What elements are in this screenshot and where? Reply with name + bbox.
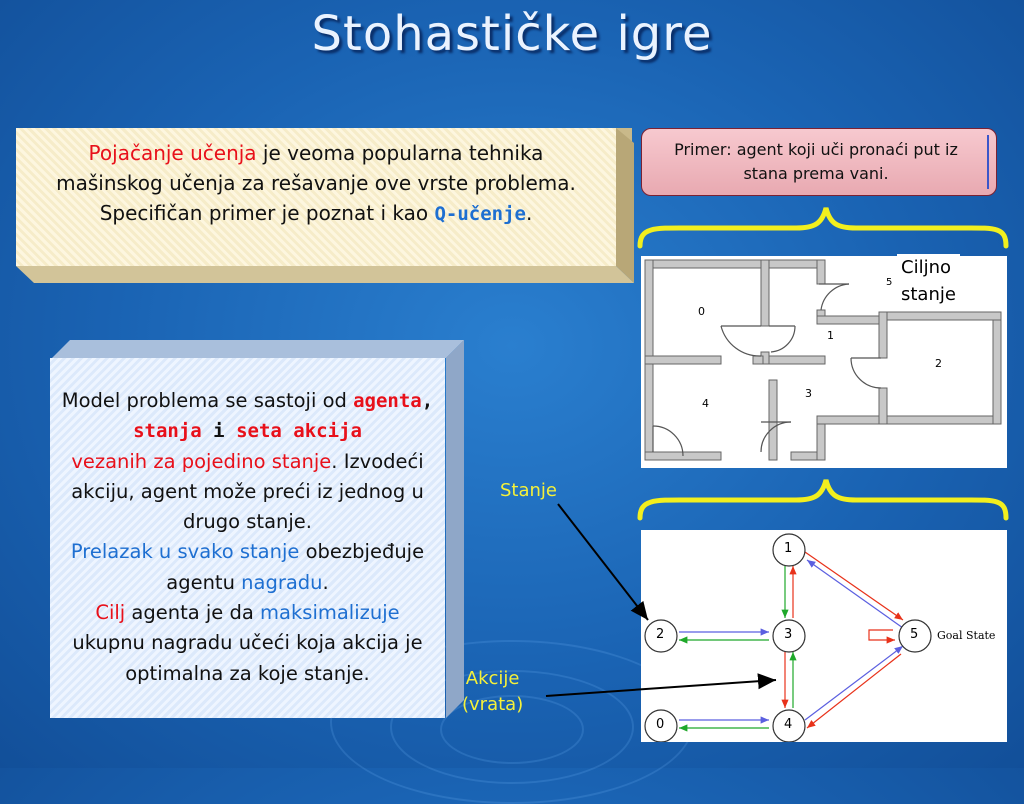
term-per-state: vezanih za pojedino stanje xyxy=(71,449,332,473)
term-reward: nagradu xyxy=(241,570,323,594)
goal-state-caption: Goal State xyxy=(937,629,996,642)
graph-node-label-1: 1 xyxy=(784,541,793,556)
term-q-learning: Q-učenje xyxy=(434,203,526,225)
example-text: Primer: agent koji uči pronaći put iz stana prema vani. xyxy=(674,140,958,183)
term-states: stanja xyxy=(133,420,202,443)
model-sentence-1: Model problema se sastoji od xyxy=(61,389,354,412)
term-goal: Cilj xyxy=(95,601,126,625)
graph-node-label-4: 4 xyxy=(784,717,793,732)
goal-label-line1: Ciljno xyxy=(901,257,951,278)
label-actions-line1: Akcije xyxy=(465,668,520,689)
room-label-3: 3 xyxy=(805,387,812,400)
sep-comma: , xyxy=(421,390,434,412)
room-label-2: 2 xyxy=(935,357,942,370)
action-pointer-arrow xyxy=(546,680,776,696)
room-label-0: 0 xyxy=(698,305,705,318)
intro-period: . xyxy=(525,201,533,225)
slide-title: Stohastičke igre xyxy=(311,6,713,62)
graph-node-label-0: 0 xyxy=(656,717,665,732)
term-reinforcement-learning: Pojačanje učenja xyxy=(88,141,257,165)
term-actions: seta akcija xyxy=(236,420,362,443)
graph-node-label-5: 5 xyxy=(910,627,919,642)
room-label-4: 4 xyxy=(702,397,709,410)
model-period-2: . xyxy=(322,570,329,594)
intro-sentence-2: Specifičan primer je poznat i kao xyxy=(99,201,435,225)
room-label-5: 5 xyxy=(886,277,893,288)
label-actions-line2: (vrata) xyxy=(462,694,524,715)
model-sentence-4: agenta je da xyxy=(125,601,261,625)
state-pointer-arrow xyxy=(558,504,648,620)
model-sentence-5: ukupnu nagradu učeći koja akcija je optimalna za koje stanje. xyxy=(72,631,423,685)
goal-label-line2: stanje xyxy=(901,284,956,305)
graph-node-label-2: 2 xyxy=(656,627,665,642)
model-period-1: . xyxy=(331,449,338,473)
term-transition: Prelazak u svako stanje xyxy=(70,540,300,564)
label-state: Stanje xyxy=(500,480,557,501)
intro-sentence-1: je veoma popularna tehnika mašinskog učenja za rešavanje ove vrste problema. xyxy=(56,141,576,195)
model-sentence-2: Izvodeći akciju, agent može preći iz jednog u drugo stanje. xyxy=(71,449,424,534)
term-agent: agenta xyxy=(353,390,422,412)
graph-node-label-3: 3 xyxy=(784,627,793,642)
term-maximize: maksimalizuje xyxy=(260,601,400,625)
model-sentence-3: obezbjeđuje agentu xyxy=(166,540,425,594)
sep-and: i xyxy=(201,420,237,443)
room-label-1: 1 xyxy=(827,329,834,342)
